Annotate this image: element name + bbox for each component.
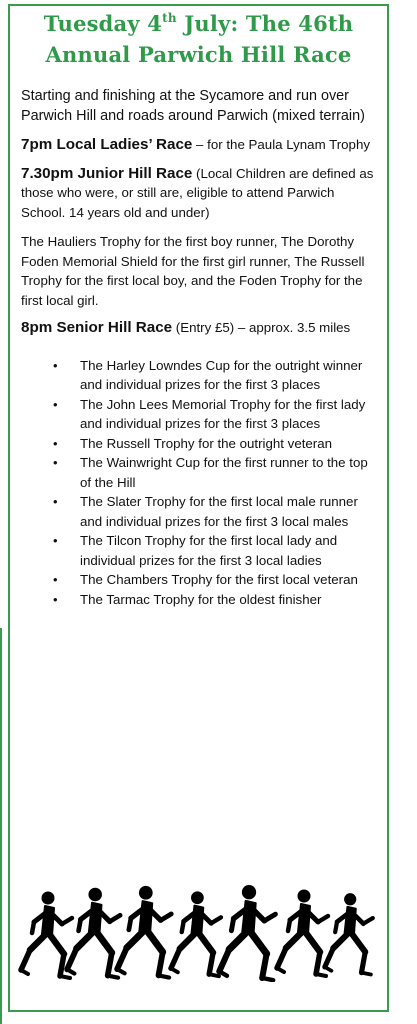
title-line-2: Annual Parwich Hill Race bbox=[45, 42, 352, 67]
page-title bbox=[10, 8, 387, 70]
senior-prize-list bbox=[21, 356, 377, 610]
senior-race-detail: (Entry £5) – approx. 3.5 miles bbox=[172, 320, 351, 335]
junior-race-detail: (Local Children are defined as those who were, or still are, eligible to attend Parwich School. 14 years old and under) bbox=[21, 165, 374, 220]
list-item: • The Tilcon Trophy for the first local lady and individual prizes for the first 3 local ladies bbox=[80, 531, 377, 570]
ladies-race-heading: 7pm Local Ladies’ Race bbox=[21, 136, 193, 153]
intro-text: Starting and finishing at the Sycamore and run over Parwich Hill and roads around Parwich (mixed terrain) bbox=[21, 88, 365, 124]
title-line-1: Tuesday 4th July: The 46th bbox=[43, 11, 354, 36]
list-item: • The Harley Lowndes Cup for the outright winner and individual prizes for the first 3 places bbox=[80, 356, 377, 395]
list-item: • The John Lees Memorial Trophy for the first lady and individual prizes for the first 3 places bbox=[80, 395, 377, 434]
green-edge-line bbox=[0, 628, 2, 1024]
list-item: • The Slater Trophy for the first local male runner and individual prizes for the first 3 local males bbox=[80, 492, 377, 531]
junior-trophies: The Hauliers Trophy for the first boy runner, The Dorothy Foden Memorial Shield for the first girl runner, The Russell Trophy for the first local boy, and the Foden Trophy for the first local girl. bbox=[21, 234, 365, 308]
list-item: • The Chambers Trophy for the first local veteran bbox=[80, 570, 377, 590]
list-item: • The Tarmac Trophy for the oldest finisher bbox=[80, 590, 377, 610]
senior-race-heading: 8pm Senior Hill Race bbox=[21, 319, 173, 336]
ladies-race bbox=[21, 135, 377, 155]
title-superscript: th bbox=[162, 11, 177, 25]
runners-silhouette-icon bbox=[18, 882, 383, 982]
list-item: • The Russell Trophy for the outright veteran bbox=[80, 434, 377, 454]
junior-race-heading: 7.30pm Junior Hill Race bbox=[21, 164, 193, 182]
race-details bbox=[21, 86, 377, 609]
list-item: • The Wainwright Cup for the first runner to the top of the Hill bbox=[80, 453, 377, 492]
junior-race bbox=[21, 164, 377, 223]
ladies-race-detail: – for the Paula Lynam Trophy bbox=[192, 137, 370, 152]
senior-race bbox=[21, 318, 377, 338]
